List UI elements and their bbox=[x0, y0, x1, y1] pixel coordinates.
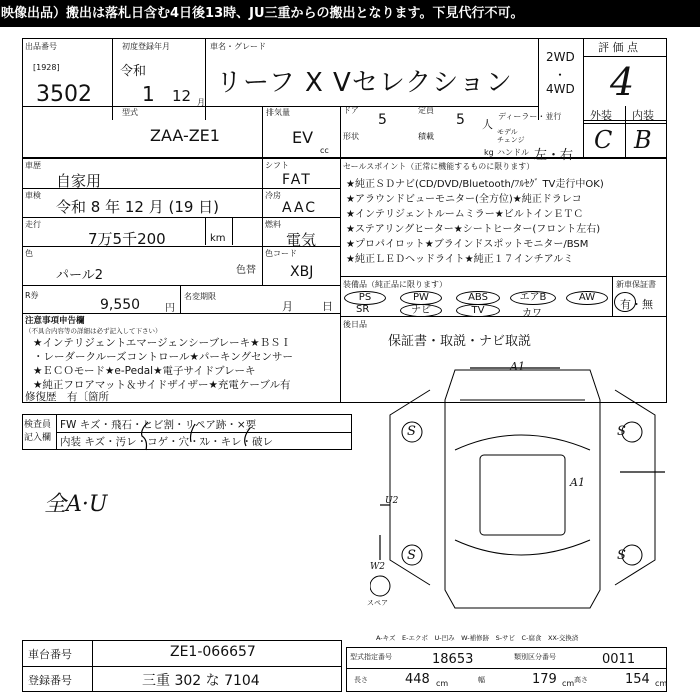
damage-u2: U2 bbox=[385, 496, 399, 506]
handle-label: ハンドル bbox=[497, 148, 529, 157]
handwritten-note: 全A·U bbox=[44, 492, 108, 517]
registration-label: 初度登録年月 bbox=[122, 42, 170, 51]
damage-s-front-left: S bbox=[407, 424, 416, 439]
displacement-unit: cc bbox=[320, 146, 329, 155]
damage-a1-top: A1 bbox=[510, 360, 525, 373]
capacity-value: 5 bbox=[456, 112, 465, 128]
height-unit: cm bbox=[655, 679, 668, 688]
new-car-warranty-value: 有・無 bbox=[620, 298, 653, 311]
sales-points-label: セールスポイント（正常に機能するものに限ります） bbox=[343, 162, 535, 171]
model-label: 型式 bbox=[122, 108, 138, 117]
chassis-label: 車台番号 bbox=[28, 648, 72, 661]
width-value: 179 bbox=[532, 672, 557, 687]
equip-ps: PS bbox=[344, 291, 386, 305]
lot-sub: [1928] bbox=[33, 63, 60, 72]
inspector-label: 検査員 bbox=[24, 420, 52, 430]
registration-month-unit: 月 bbox=[197, 98, 205, 107]
aircon-value: AAC bbox=[282, 200, 318, 216]
equip-aw: AW bbox=[566, 291, 608, 305]
length-label: 長さ bbox=[354, 676, 368, 684]
load-unit: kg bbox=[484, 148, 494, 157]
width-unit: cm bbox=[562, 679, 575, 688]
capacity-label: 定員 bbox=[418, 106, 434, 115]
name-change-label: 名変期限 bbox=[184, 292, 216, 301]
name-change-month: 月 bbox=[282, 300, 293, 313]
note-item: ★ＥＣＯモード★e-Pedal★電子サイドブレーキ bbox=[33, 365, 256, 377]
handle-value: 左・右 bbox=[534, 148, 574, 163]
equip-pw: PW bbox=[400, 291, 442, 305]
plate-label: 登録番号 bbox=[28, 674, 72, 687]
type-no-label: 型式指定番号 bbox=[350, 653, 392, 661]
tax-value: 9,550 bbox=[100, 297, 141, 313]
equip-navi: ナビ bbox=[400, 304, 442, 317]
after-equipment-label: 後日品 bbox=[343, 320, 367, 329]
type-no: 18653 bbox=[432, 652, 474, 667]
drive-2wd: 2WD bbox=[546, 50, 575, 64]
sales-point: ★純正ＬＥＤヘッドライト★純正１７インチアルミ bbox=[346, 254, 574, 265]
sales-point: ★インテリジェントルームミラー★ビルトインＥＴＣ bbox=[346, 209, 584, 220]
after-equipment-value: 保証書・取説・ナビ取説 bbox=[388, 334, 532, 349]
damage-s-rear-left: S bbox=[407, 548, 416, 563]
height-label: 高さ bbox=[574, 676, 588, 684]
inspector-fw: FW キズ・飛石・ヒビ割・リペア跡・×要 bbox=[60, 419, 257, 431]
fuel-label: 燃料 bbox=[265, 220, 281, 229]
registration-month: 12 bbox=[172, 87, 192, 105]
car-type-value: 自家用 bbox=[56, 172, 102, 190]
color-code-label: 色コード bbox=[265, 249, 297, 258]
displacement-label: 排気量 bbox=[266, 108, 290, 117]
car-damage-diagram bbox=[370, 360, 670, 620]
sales-point: ★ステアリングヒーター★シートヒーター(フロント左右) bbox=[346, 224, 601, 235]
ext-value: C bbox=[594, 126, 613, 154]
equip-leather: カワ bbox=[522, 308, 542, 319]
lot-number: 3502 bbox=[36, 82, 92, 107]
int-label: 内装 bbox=[632, 109, 654, 122]
equipment-label: 装備品（純正品に限ります） bbox=[343, 280, 447, 289]
length-value: 448 bbox=[405, 672, 430, 687]
equip-tv: TV bbox=[456, 304, 500, 317]
notes-sub: （不具合内容等の詳細は必ず記入して下さい） bbox=[25, 327, 162, 335]
displacement-value: EV bbox=[292, 128, 314, 147]
registration-era: 令和 bbox=[120, 64, 147, 79]
load-label: 積載 bbox=[418, 132, 434, 141]
score-label: 評 価 点 bbox=[598, 41, 638, 54]
registration-year: 1 bbox=[142, 82, 155, 106]
inspector-label-2: 記入欄 bbox=[24, 433, 52, 443]
model-value: ZAA-ZE1 bbox=[150, 126, 220, 145]
color-change-label: 色替 bbox=[236, 265, 256, 276]
damage-s-front-right: S bbox=[617, 424, 626, 439]
sales-point: ★プロパイロット★ブラインドスポットモニター/BSM bbox=[346, 239, 589, 250]
header-notice: 映像出品）搬出は落札日含む4日後13時、JU三重からの搬出となります。下見代行不可。 bbox=[0, 0, 700, 27]
doors-value: 5 bbox=[378, 112, 387, 128]
note-item: ★純正フロアマット＆サイドザイザー★充電ケーブル有 bbox=[33, 379, 291, 391]
aircon-label: 冷房 bbox=[265, 191, 281, 200]
mileage-label: 走行 bbox=[25, 220, 41, 229]
shift-label: シフト bbox=[265, 161, 289, 170]
name-change-day: 日 bbox=[322, 300, 333, 313]
damage-a1-side: A1 bbox=[570, 476, 585, 489]
score-value: 4 bbox=[610, 60, 635, 104]
height-value: 154 bbox=[625, 672, 650, 687]
color-code: XBJ bbox=[290, 264, 314, 280]
drive-dot: ・ bbox=[554, 68, 567, 82]
car-name: リーフ X Vセレクション bbox=[216, 68, 513, 98]
int-value: B bbox=[634, 126, 652, 154]
damage-s-rear-right: S bbox=[617, 548, 626, 563]
sales-point: ★純正ＳＤナビ(CD/DVD/Bluetooth/ﾌﾙｾｸﾞ TV走行中OK) bbox=[346, 179, 604, 190]
drive-4wd: 4WD bbox=[546, 82, 575, 96]
new-car-warranty-label: 新車保証書 bbox=[616, 280, 656, 289]
equip-airbag: エアB bbox=[510, 291, 556, 305]
chassis-number: ZE1-066657 bbox=[170, 644, 256, 660]
equip-abs: ABS bbox=[456, 291, 500, 305]
dealer-label: ディーラー・並行 bbox=[498, 112, 562, 121]
inspection-label: 車検 bbox=[25, 191, 41, 200]
sales-point: ★アラウンドビューモニター(全方位)★純正ドラレコ bbox=[346, 194, 582, 205]
plate-number: 三重 302 な 7104 bbox=[142, 673, 260, 689]
tax-unit: 円 bbox=[165, 303, 175, 314]
width-label: 幅 bbox=[478, 676, 485, 684]
car-name-label: 車名・グレード bbox=[210, 42, 266, 51]
spare-label: スペア bbox=[367, 599, 388, 607]
tax-label: R券 bbox=[25, 291, 39, 300]
model-change-label: モデル チェンジ bbox=[497, 128, 525, 144]
note-item: ★インテリジェントエマージェンシーブレーキ★ＢＳＩ bbox=[33, 337, 292, 349]
note-item: ・レーダークルーズコントロール★パーキングセンサー bbox=[33, 351, 294, 363]
inspector-handwritten-marks bbox=[120, 414, 270, 454]
mileage-value: 7万5千200 bbox=[88, 230, 166, 248]
class-no: 0011 bbox=[602, 652, 636, 667]
damage-w2: W2 bbox=[370, 562, 385, 572]
damage-legend: A-キズ E-エクボ U-凹み W-補修跡 S-サビ C-腐食 XX-交換済 bbox=[376, 634, 579, 642]
inspector-interior: 内装 キズ・汚レ・コゲ・穴・ｽﾚ・キレ・破レ bbox=[60, 436, 274, 448]
shape-label: 形状 bbox=[343, 132, 359, 141]
class-no-label: 類別区分番号 bbox=[514, 653, 556, 661]
shift-value: FAT bbox=[282, 172, 312, 188]
lot-label: 出品番号 bbox=[25, 42, 57, 51]
new-car-warranty-circle bbox=[614, 292, 636, 312]
repair-history: 修復歴 有〔箇所 bbox=[25, 391, 109, 403]
doors-label: ドア bbox=[343, 106, 359, 115]
mileage-unit: km bbox=[210, 233, 226, 244]
notes-label: 注意事項申告欄 bbox=[25, 316, 85, 326]
length-unit: cm bbox=[436, 679, 449, 688]
fuel-value: 電気 bbox=[286, 231, 317, 249]
color-label: 色 bbox=[25, 249, 33, 258]
color-value: パール2 bbox=[56, 268, 104, 283]
capacity-unit: 人 bbox=[482, 118, 493, 131]
equip-sr: SR bbox=[356, 304, 370, 315]
inspection-value: 令和 8 年 12 月 (19 日) bbox=[56, 198, 220, 216]
car-type-label: 車歴 bbox=[25, 161, 41, 170]
ext-label: 外装 bbox=[590, 109, 612, 122]
